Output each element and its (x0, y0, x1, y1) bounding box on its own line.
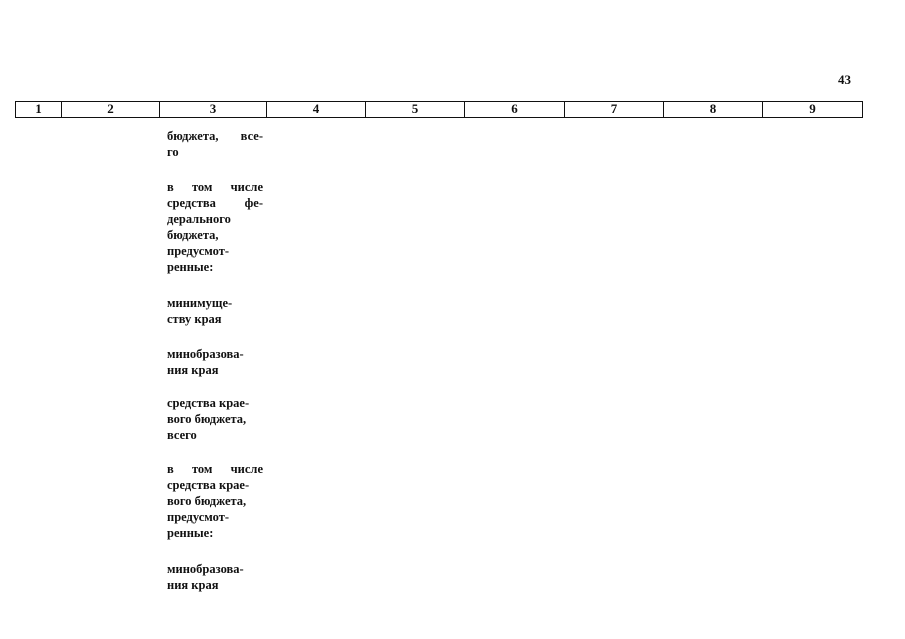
label-line: ния края (167, 578, 219, 592)
label-line: в том числе (167, 180, 263, 194)
table-row-label (167, 295, 263, 327)
label-line: минимуще- (167, 296, 233, 310)
column-header-5: 5 (366, 102, 465, 117)
label-line: минобразова- (167, 347, 244, 361)
label-line: вого бюджета, (167, 494, 247, 508)
column-header-6: 6 (465, 102, 565, 117)
column-header-8: 8 (664, 102, 763, 117)
column-header-7: 7 (565, 102, 664, 117)
label-line: дерального (167, 212, 231, 226)
label-line: бюджета, (167, 228, 219, 242)
label-line: ству края (167, 312, 222, 326)
column-header-1: 1 (16, 102, 62, 117)
label-line: в том числе (167, 462, 263, 476)
column-header-3: 3 (160, 102, 267, 117)
column-header-9: 9 (809, 101, 816, 116)
label-line: средства фе- (167, 196, 263, 210)
label-line: го (167, 145, 179, 159)
label-line: предусмот- (167, 244, 230, 258)
column-header-2: 2 (62, 102, 160, 117)
table-row-label (167, 128, 263, 160)
table-row-label (167, 179, 263, 275)
label-line: всего (167, 428, 197, 442)
label-line: предусмот- (167, 510, 230, 524)
table-row-label (167, 461, 263, 541)
table-header-row (15, 101, 863, 118)
column-header-4: 4 (267, 102, 366, 117)
table-row-label (167, 395, 263, 443)
page-number: 43 (838, 72, 851, 87)
label-line: ренные: (167, 260, 214, 274)
label-line: минобразова- (167, 562, 244, 576)
label-line: ренные: (167, 526, 214, 540)
label-line: вого бюджета, (167, 412, 247, 426)
table-row-label (167, 561, 263, 593)
label-line: средства крае- (167, 478, 250, 492)
label-line: средства крае- (167, 396, 250, 410)
table-row-label (167, 346, 263, 378)
label-line: бюджета, все- (167, 129, 263, 143)
label-line: ния края (167, 363, 219, 377)
